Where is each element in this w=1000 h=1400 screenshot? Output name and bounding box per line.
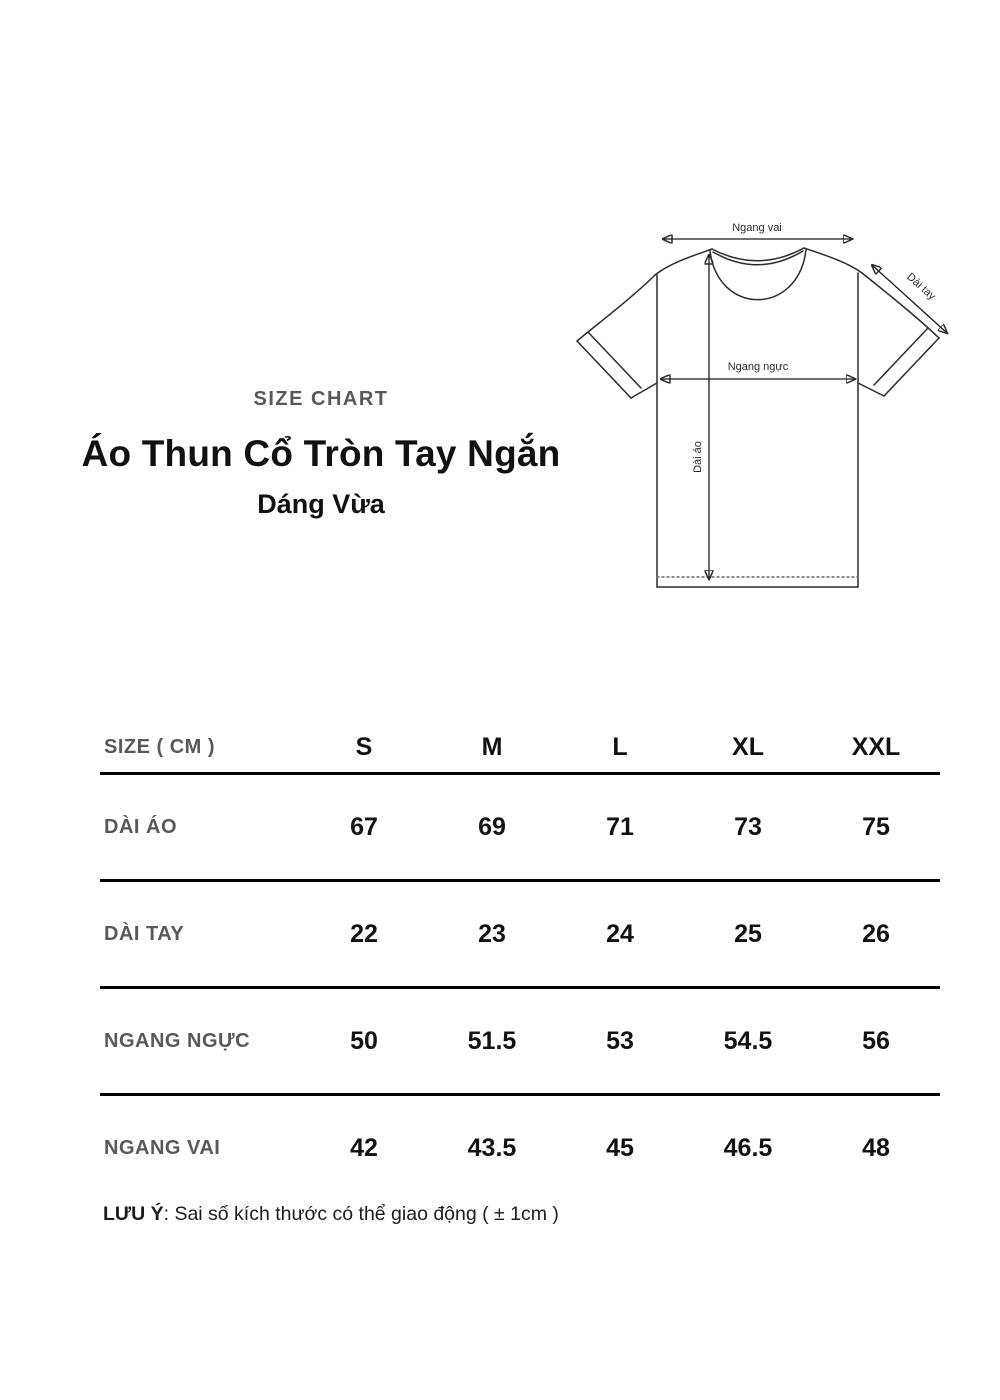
measurement-value: 69 bbox=[478, 812, 506, 841]
page-title: Áo Thun Cổ Tròn Tay Ngắn bbox=[81, 433, 561, 474]
measurement-value: 45 bbox=[606, 1133, 634, 1162]
right-sleeve-underarm bbox=[858, 383, 884, 396]
size-table bbox=[100, 722, 940, 1200]
shoulder-width-label: Ngang vai bbox=[732, 222, 782, 234]
collar-stitch-line bbox=[713, 251, 803, 265]
page-subtitle: Dáng Vừa bbox=[257, 489, 385, 519]
measurement-value: 43.5 bbox=[467, 1133, 517, 1162]
measurement-value: 23 bbox=[478, 919, 506, 948]
right-sleeve-cuff-inner-line bbox=[874, 328, 928, 385]
measurement-value: 54.5 bbox=[723, 1026, 773, 1055]
measurement-value: 48 bbox=[862, 1133, 890, 1162]
size-column-header: XXL bbox=[851, 732, 901, 761]
measurement-annotations bbox=[661, 222, 947, 579]
title-block bbox=[0, 388, 642, 520]
left-shoulder-seam bbox=[655, 249, 712, 275]
measurement-label: NGANG NGỰC bbox=[104, 1029, 251, 1052]
measurement-value: 56 bbox=[862, 1026, 890, 1055]
measurement-value: 22 bbox=[350, 919, 378, 948]
left-sleeve-outer-edge bbox=[577, 275, 655, 341]
size-column-header: L bbox=[612, 732, 628, 761]
measurement-value: 51.5 bbox=[467, 1026, 517, 1055]
size-column-header: S bbox=[355, 732, 373, 761]
measurement-value: 25 bbox=[734, 919, 762, 948]
measurement-label: DÀI ÁO bbox=[104, 815, 177, 838]
chest-width-label: Ngang ngực bbox=[727, 361, 789, 373]
measurement-value: 53 bbox=[606, 1026, 634, 1055]
size-table-row bbox=[100, 775, 940, 882]
sleeve-length-label: Dài tay bbox=[904, 270, 938, 303]
measurement-value: 42 bbox=[350, 1133, 378, 1162]
right-shoulder-seam bbox=[804, 248, 862, 273]
size-table-row bbox=[100, 882, 940, 989]
measurement-label: DÀI TAY bbox=[104, 922, 185, 945]
size-table-row bbox=[100, 989, 940, 1096]
size-unit-label: SIZE ( CM ) bbox=[104, 735, 216, 758]
measurement-value: 73 bbox=[734, 812, 762, 841]
measurement-value: 26 bbox=[862, 919, 890, 948]
measurement-label: NGANG VAI bbox=[104, 1136, 221, 1159]
measurement-value: 71 bbox=[606, 812, 634, 841]
right-sleeve-cuff-edge bbox=[884, 338, 939, 396]
measurement-value: 46.5 bbox=[723, 1133, 773, 1162]
shirt-length-label: Dài áo bbox=[692, 441, 704, 473]
measurement-value: 67 bbox=[350, 812, 378, 841]
size-column-header: XL bbox=[732, 732, 764, 761]
measurement-value: 24 bbox=[606, 919, 634, 948]
size-column-header: M bbox=[481, 732, 503, 761]
measurement-value: 75 bbox=[862, 812, 890, 841]
size-table-row bbox=[100, 1096, 940, 1200]
note-label: LƯU Ý bbox=[103, 1203, 164, 1225]
size-table-header-row bbox=[100, 722, 940, 775]
note-text: : Sai số kích thước có thể giao động ( ± 1cm ) bbox=[163, 1203, 559, 1225]
measurement-value: 50 bbox=[350, 1026, 378, 1055]
size-tolerance-note bbox=[103, 1203, 559, 1226]
eyebrow-heading: SIZE CHART bbox=[253, 388, 389, 410]
